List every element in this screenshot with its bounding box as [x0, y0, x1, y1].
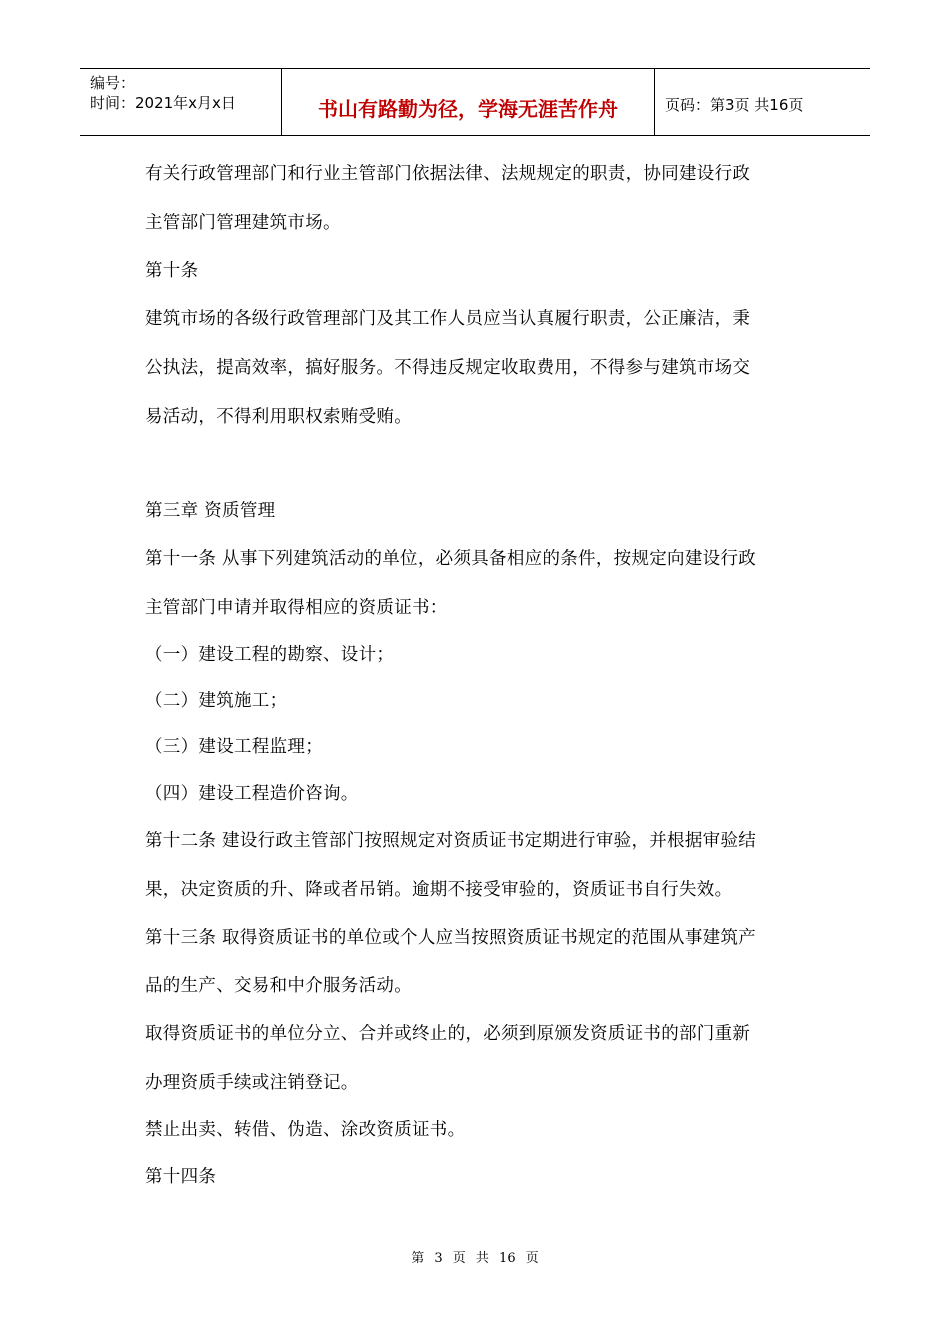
paragraph-line: 品的生产、交易和中介服务活动。: [145, 976, 412, 996]
list-item: （三）建设工程监理；: [145, 737, 323, 757]
chapter-heading: 第三章 资质管理: [145, 501, 276, 521]
paragraph-line: 第十一条 从事下列建筑活动的单位，必须具备相应的条件，按规定向建设行政: [145, 549, 757, 569]
list-item: （一）建设工程的勘察、设计；: [145, 645, 395, 665]
page-header: [80, 68, 870, 136]
list-item: （四）建设工程造价咨询。: [145, 784, 359, 804]
paragraph-line: 办理资质手续或注销登记。: [145, 1073, 359, 1093]
paragraph-line: 有关行政管理部门和行业主管部门依据法律、法规规定的职责，协同建设行政: [145, 164, 751, 184]
paragraph-line: 主管部门管理建筑市场。: [145, 213, 341, 233]
header-page-cell: [655, 69, 870, 135]
paragraph-line: 果，决定资质的升、降或者吊销。逾期不接受审验的，资质证书自行失效。: [145, 880, 733, 900]
motto-text: 书山有路勤为径，学海无涯苦作舟: [318, 97, 618, 121]
page-footer: 第 3 页 共 16 页: [411, 1251, 539, 1266]
list-item: （二）建筑施工；: [145, 691, 288, 711]
date-label: 时间：2021年x月x日: [90, 94, 236, 112]
paragraph-line: 主管部门申请并取得相应的资质证书：: [145, 598, 448, 618]
paragraph-line: 易活动，不得利用职权索贿受贿。: [145, 407, 412, 427]
header-motto-cell: [282, 69, 655, 135]
serial-number-label: 编号：: [90, 74, 136, 92]
article-heading: 第十条: [145, 261, 199, 281]
paragraph-line: 禁止出卖、转借、伪造、涂改资质证书。: [145, 1120, 466, 1140]
paragraph-line: 第十二条 建设行政主管部门按照规定对资质证书定期进行审验，并根据审验结: [145, 831, 757, 851]
paragraph-line: 公执法，提高效率，搞好服务。不得违反规定收取费用，不得参与建筑市场交: [145, 358, 751, 378]
header-info-cell: [80, 69, 282, 135]
paragraph-line: 取得资质证书的单位分立、合并或终止的，必须到原颁发资质证书的部门重新: [145, 1024, 751, 1044]
paragraph-line: 第十三条 取得资质证书的单位或个人应当按照资质证书规定的范围从事建筑产: [145, 928, 757, 948]
paragraph-line: 建筑市场的各级行政管理部门及其工作人员应当认真履行职责，公正廉洁，秉: [145, 309, 751, 329]
article-heading: 第十四条: [145, 1167, 217, 1187]
page-number-label: 页码：第3页 共16页: [665, 96, 804, 114]
